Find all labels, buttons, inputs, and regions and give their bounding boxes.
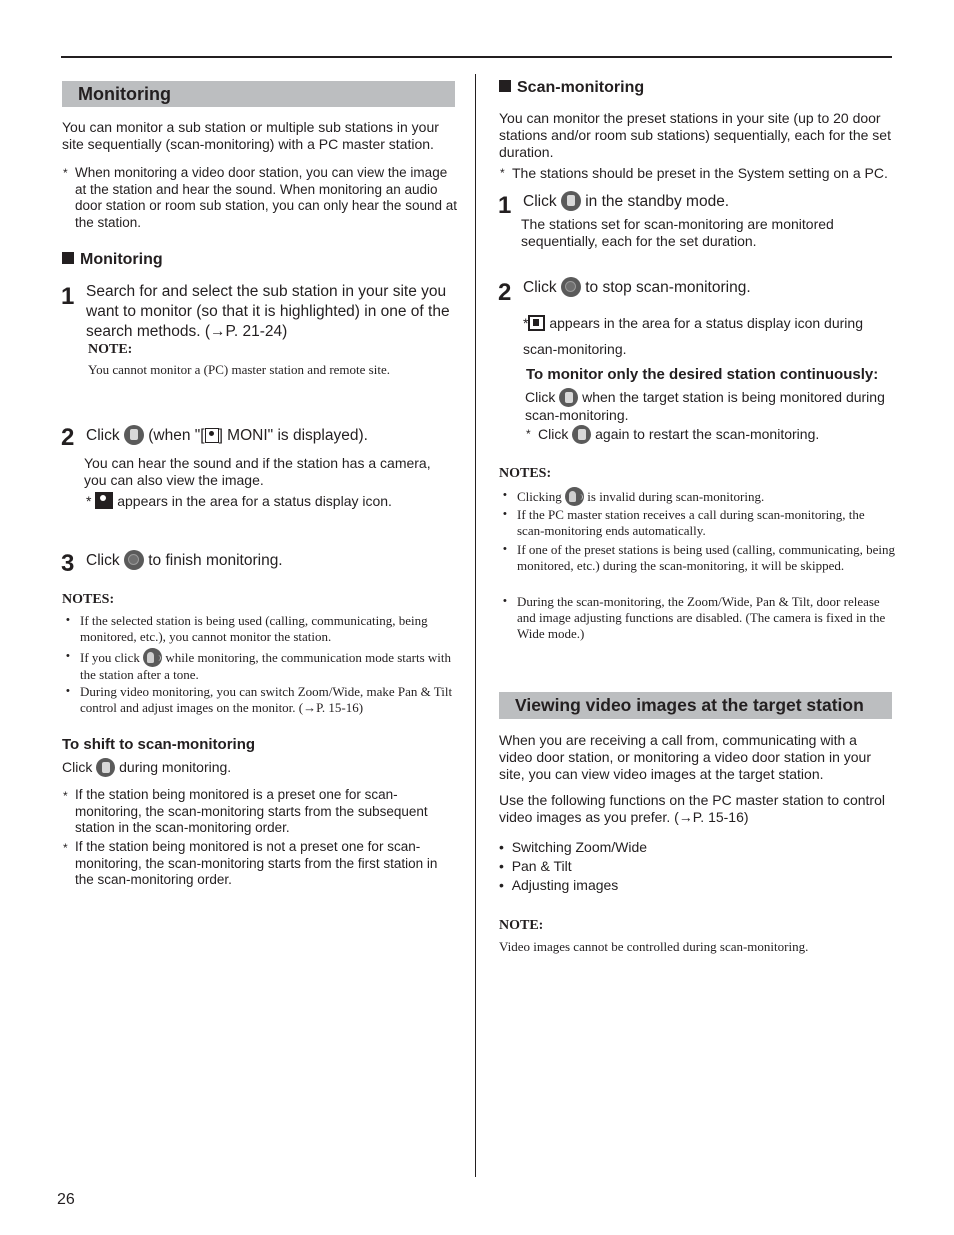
scan-intro: You can monitor the preset stations in your site (up to 20 door stations and/or room sub stations) sequentially, each for the set duration. (499, 110, 891, 160)
shift-line: Click during monitoring. (62, 759, 232, 775)
right-note-3: If one of the preset stations is being used (calling, communicating, being monitored, etc.) during the scan-monitoring, it will be skipped. (517, 542, 895, 573)
scan-button-icon[interactable] (559, 388, 578, 407)
left-note-3: During video monitoring, you can switch Zoom/Wide, make Pan & Tilt control and adjust images on the monitor. (→P. 15-16) (80, 684, 453, 715)
scan-step2-number: 2 (498, 279, 512, 306)
viewing-note: Video images cannot be controlled during scan-monitoring. (499, 939, 809, 954)
sub-heading-scan-monitoring: Scan-monitoring (499, 78, 644, 98)
right-note-4: During the scan-monitoring, the Zoom/Wide, Pan & Tilt, door release and image adjusting functions are disabled. (The camera is fixed in the Wide mode.) (517, 594, 886, 641)
scan-status-icon (528, 315, 545, 331)
scan-step1-line: Click in the standby mode. (523, 193, 730, 210)
star: * (526, 427, 531, 441)
star: * (63, 841, 68, 855)
scan-step2-line: Click to stop scan-monitoring. (523, 279, 751, 296)
off-button-icon[interactable] (124, 550, 144, 570)
right-notes-title: NOTES: (499, 466, 552, 481)
bullet: • (66, 614, 70, 626)
viewing-p1: When you are receiving a call from, communicating with a video door station, or monitoring a video door station in your site, you can view video images at the target station. (499, 732, 871, 782)
star: * (63, 789, 68, 803)
bullet: • (66, 685, 70, 697)
right-note-1: Clicking is invalid during scan-monitoring. (517, 489, 765, 504)
bullet: • (503, 595, 507, 607)
desired-note: Click again to restart the scan-monitoring. (538, 426, 820, 442)
right-note-2: If the PC master station receives a call during scan-monitoring, the scan-monitoring ends automatically. (517, 507, 865, 538)
monitoring-intro: You can monitor a sub station or multiple sub stations in your site sequentially (scan-monitoring) with a PC master station. (62, 119, 439, 152)
page-number: 26 (57, 1191, 75, 1208)
monitor-button-icon[interactable] (124, 425, 144, 445)
talk-button-icon[interactable] (565, 487, 584, 506)
bullet: • (503, 543, 507, 555)
scan-button-icon[interactable] (572, 425, 591, 444)
shift-note-2: If the station being monitored is not a preset one for scan-monitoring, the scan-monitoring starts from the first station in the scan-monitoring order. (75, 839, 438, 887)
left-note-2: If you click while monitoring, the communication mode starts with the station after a tone. (80, 650, 452, 682)
left-note-1: If the selected station is being used (calling, communicating, being monitored, etc.), you cannot monitor the station. (80, 613, 428, 644)
scan-step2-star-line: * appears in the area for a status display icon during scan-monitoring. (523, 315, 863, 357)
bullet: • (503, 489, 507, 501)
scan-button-icon[interactable] (561, 191, 581, 211)
section-title-monitoring: Monitoring (62, 81, 455, 107)
square-bullet-icon (62, 252, 74, 264)
step1-note: You cannot monitor a (PC) master station and remote site. (88, 362, 390, 377)
intro-note-star: * (63, 166, 68, 180)
bullet: • (503, 508, 507, 520)
left-notes-title: NOTES: (62, 592, 115, 607)
monitoring-status-icon (95, 492, 113, 509)
shift-heading: To shift to scan-monitoring (62, 736, 256, 753)
viewing-note-title: NOTE: (499, 918, 544, 933)
talk-button-icon[interactable] (143, 648, 162, 667)
scan-intro-note: The stations should be preset in the System setting on a PC. (512, 165, 888, 181)
function-item: • Switching Zoom/Wide (499, 839, 648, 855)
step2-star-line: * appears in the area for a status display icon. (86, 493, 392, 509)
monitor-button-icon[interactable] (96, 758, 115, 777)
sub-heading-monitoring: Monitoring (62, 250, 163, 270)
step1-note-title: NOTE: (88, 342, 133, 357)
step2-desc: You can hear the sound and if the station has a camera, you can also view the image. (84, 455, 431, 488)
moni-status-icon (205, 428, 219, 443)
shift-note-1: If the station being monitored is a preset one for scan-monitoring, the scan-monitoring starts from the subsequent station in the scan-monitoring order. (75, 787, 428, 835)
star: * (500, 166, 505, 180)
step3-number: 3 (61, 550, 75, 577)
function-item: • Pan & Tilt (499, 858, 572, 874)
column-divider (475, 74, 476, 1177)
off-button-icon[interactable] (561, 277, 581, 297)
step3-line: Click to finish monitoring. (86, 552, 283, 569)
step1-text: Search for and select the sub station in your site you want to monitor (so that it is highlighted) in one of the search methods. (→P. 21-24) (86, 283, 450, 340)
step2-number: 2 (61, 424, 75, 451)
desired-line: Click when the target station is being monitored during scan-monitoring. (525, 389, 885, 423)
viewing-p2: Use the following functions on the PC master station to control video images as you prefer. (→P. 15-16) (499, 792, 885, 825)
step2-line: Click (when "[ ] MONI" is displayed). (86, 427, 368, 444)
intro-note: When monitoring a video door station, you can view the image at the station and hear the sound. When monitoring an audio door station or room sub station, you can only hear the sound at the station. (75, 165, 457, 230)
scan-step1-number: 1 (498, 192, 512, 219)
bullet: • (66, 650, 70, 662)
square-bullet-icon (499, 80, 511, 92)
scan-step1-desc: The stations set for scan-monitoring are monitored sequentially, each for the set duration. (521, 216, 834, 249)
section-title-viewing: Viewing video images at the target station (499, 692, 892, 719)
header-rule (61, 56, 892, 58)
function-item: • Adjusting images (499, 877, 619, 893)
desired-heading: To monitor only the desired station continuously: (526, 366, 879, 383)
step1-number: 1 (61, 283, 75, 310)
